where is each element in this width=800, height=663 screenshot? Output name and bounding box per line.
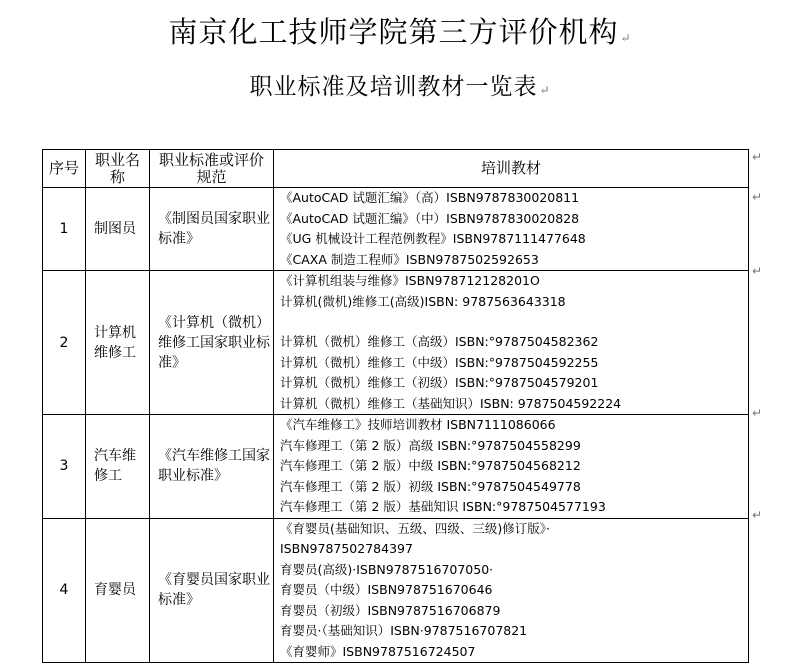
paragraph-mark-icon: ↵ (752, 264, 763, 278)
material-item: 计算机(微机)维修工(高级)ISBN: 9787563643318 (280, 293, 566, 309)
table-row (43, 188, 749, 271)
material-item: 《CAXA 制造工程师》ISBN9787502592653 (280, 251, 539, 267)
material-item: 《汽车维修工》技师培训教材 ISBN7111086066 (280, 417, 556, 432)
paragraph-mark-icon: ↵ (752, 508, 763, 522)
page-title-text: 南京化工技师学院第三方评价机构 (168, 15, 619, 49)
material-item: 《UG 机械设计工程范例教程》ISBN9787111477648 (280, 231, 586, 246)
header-standard: 职业标准或评价规范 (150, 150, 274, 188)
paragraph-mark-icon: ↵ (752, 406, 763, 420)
table-header-row (43, 150, 749, 188)
materials-cell (274, 188, 749, 271)
paragraph-mark-icon: ↵ (752, 150, 763, 164)
header-no: 序号 (43, 150, 86, 188)
material-item: 计算机（微机）维修工（中级）ISBN:°9787504592255 (280, 354, 599, 370)
materials-cell (274, 518, 749, 663)
standard-name: 《育婴员国家职业标准》 (150, 518, 274, 663)
material-item: 汽车修理工（第 2 版）初级 ISBN:°9787504549778 (280, 478, 581, 494)
paragraph-mark-icon: ↵ (752, 190, 763, 204)
material-item: 育婴员（中级）ISBN978751670646 (280, 582, 493, 597)
material-item: 计算机（微机）维修工（初级）ISBN:°9787504579201 (280, 375, 599, 390)
table-row (43, 415, 749, 519)
standard-name: 《计算机（微机）维修工国家职业标准》 (150, 271, 274, 415)
header-materials: 培训教材 (274, 150, 749, 188)
paragraph-mark-icon: ↵ (539, 83, 551, 97)
material-item: 育婴员·（基础知识）ISBN·9787516707821 (280, 623, 528, 638)
standard-name: 《制图员国家职业标准》 (150, 188, 274, 271)
material-item: 汽车修理工（第 2 版）中级 ISBN:°9787504568212 (280, 458, 581, 473)
table-row (43, 518, 749, 663)
job-name: 计算机维修工 (86, 271, 150, 415)
job-name: 育婴员 (86, 518, 150, 663)
material-item: 计算机（微机）维修工（基础知识）ISBN: 9787504592224 (280, 395, 622, 411)
standard-name: 《汽车维修工国家职业标准》 (150, 415, 274, 519)
material-item: 《AutoCAD 试题汇编》（中）ISBN9787830020828 (280, 210, 580, 226)
job-name: 汽车维修工 (86, 415, 150, 519)
material-item: 育婴员（初级）ISBN9787516706879 (280, 602, 501, 618)
header-job: 职业名称 (86, 150, 150, 188)
table-row (43, 271, 749, 415)
material-item: 育婴员(高级)·ISBN9787516707050· (280, 561, 494, 577)
page-subtitle-text: 职业标准及培训教材一览表 (249, 74, 538, 100)
materials-table (42, 149, 749, 663)
row-number: 1 (43, 188, 86, 271)
material-item: 《计算机组装与维修》ISBN978712128201O (280, 273, 540, 288)
job-name: 制图员 (86, 188, 150, 271)
materials-cell (274, 271, 749, 415)
material-item: 《育婴员(基础知识、五级、四级、三级)修订版》· (280, 520, 550, 536)
material-item: 计算机（微机）维修工（高级）ISBN:°9787504582362 (280, 334, 599, 349)
material-item: 《AutoCAD 试题汇编》（高）ISBN9787830020811 (280, 190, 580, 205)
paragraph-mark-icon: ↵ (620, 31, 632, 45)
materials-cell (274, 415, 749, 519)
material-item: 汽车修理工（第 2 版）高级 ISBN:°9787504558299 (280, 437, 581, 453)
material-item: 《育婴师》ISBN9787516724507 (280, 643, 476, 659)
material-item: 汽车修理工（第 2 版）基础知识 ISBN:°9787504577193 (280, 499, 606, 514)
material-item: ISBN9787502784397 (280, 541, 413, 556)
row-number: 3 (43, 415, 86, 519)
page-title (0, 10, 800, 51)
row-number: 2 (43, 271, 86, 415)
row-number: 4 (43, 518, 86, 663)
material-blank-line (280, 312, 745, 332)
page-subtitle (0, 68, 800, 101)
